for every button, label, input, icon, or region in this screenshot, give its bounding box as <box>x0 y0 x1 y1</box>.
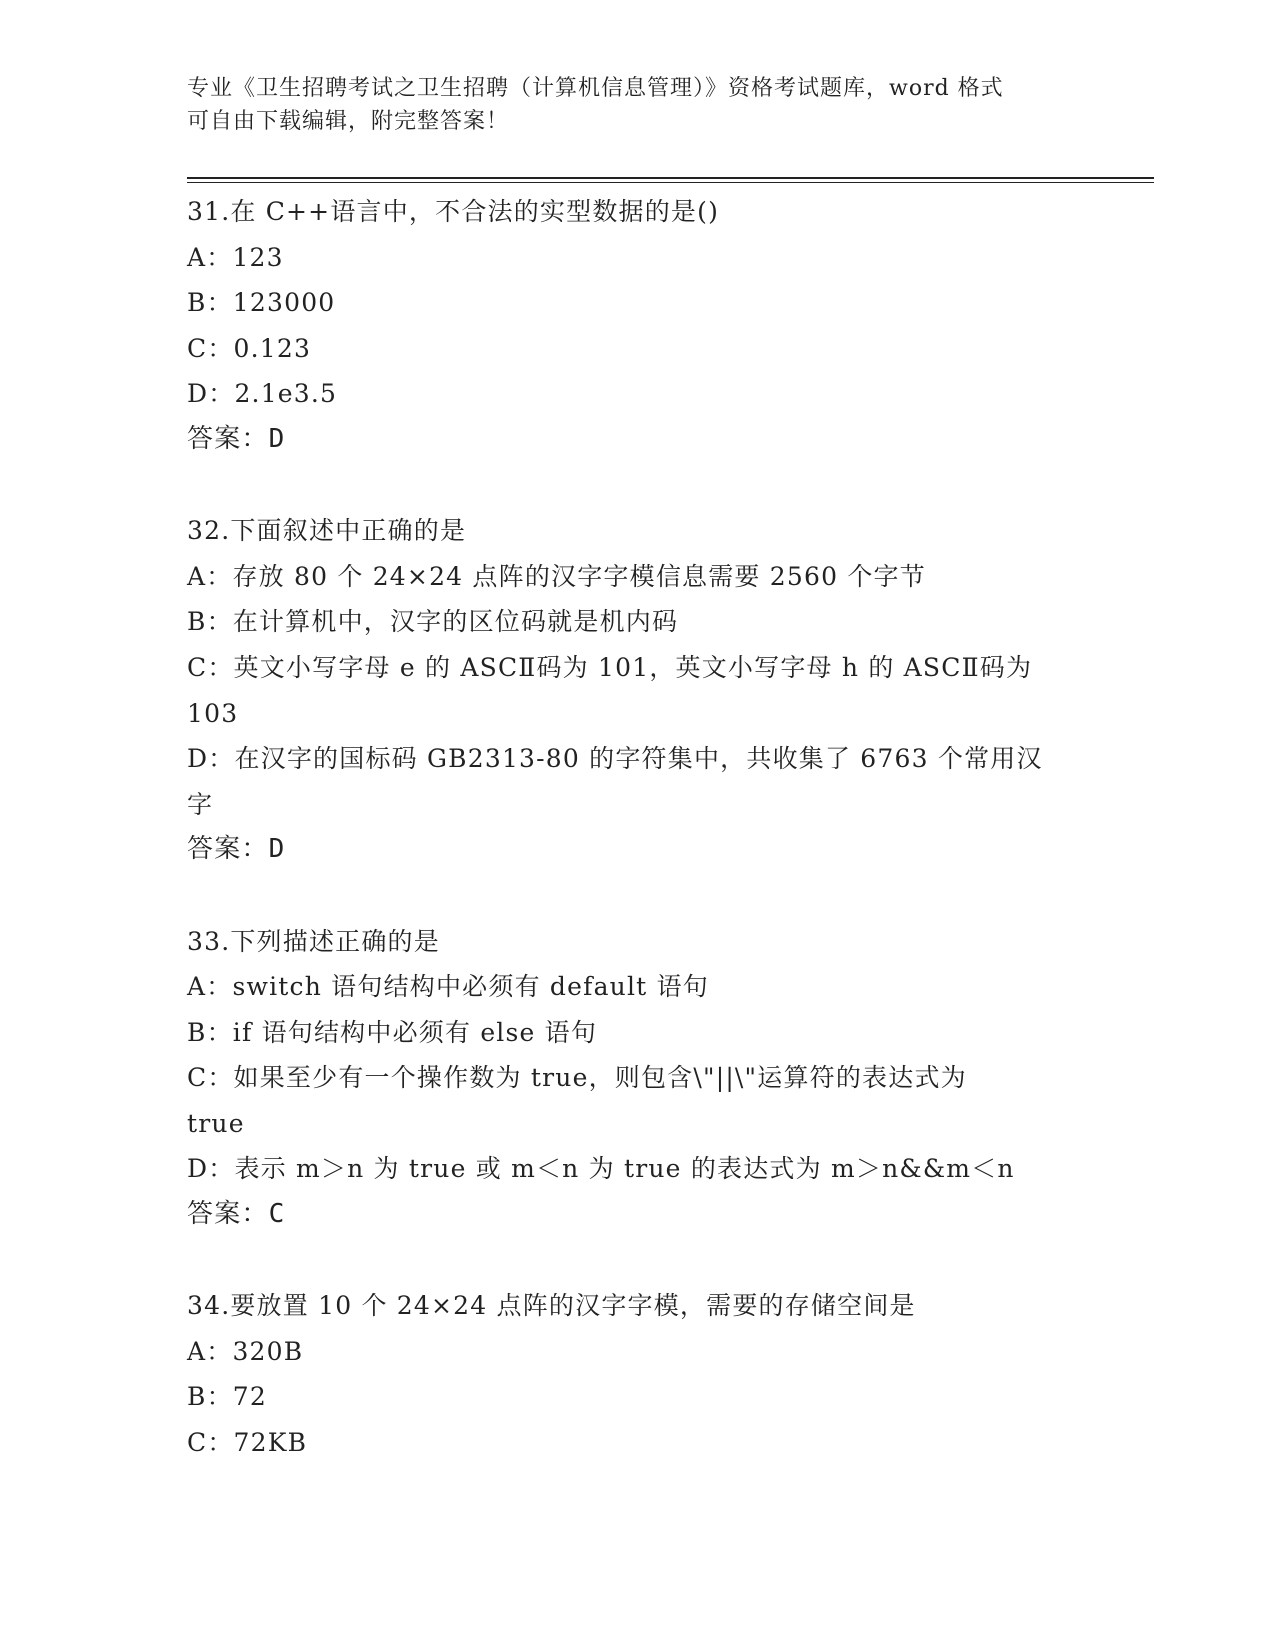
header-divider-thick <box>187 177 1154 179</box>
option-b: B：if 语句结构中必须有 else 语句 <box>187 1017 598 1047</box>
question-34 <box>187 1283 1067 1465</box>
option-d: D：在汉字的国标码 GB2313-80 的字符集中，共收集了 6763 个常用汉 <box>187 744 1043 774</box>
option-c-continued: 103 <box>187 698 239 728</box>
option-d: D：2.1e3.5 <box>187 379 338 409</box>
question-stem: 31.在 C++语言中，不合法的实型数据的是() <box>187 197 720 226</box>
option-a: A：123 <box>187 242 284 272</box>
option-c: C：0.123 <box>187 333 312 363</box>
header-line-1: 专业《卫生招聘考试之卫生招聘（计算机信息管理）》资格考试题库，word 格式 <box>187 76 1004 101</box>
option-d: D：表示 m＞n 为 true 或 m＜n 为 true 的表达式为 m＞n&&m＜n <box>187 1154 1015 1184</box>
option-b: B：72 <box>187 1382 267 1412</box>
question-list <box>187 189 1067 1466</box>
question-33 <box>187 919 1067 1238</box>
question-spacer <box>187 463 1067 509</box>
header-line-2: 可自由下载编辑，附完整答案！ <box>187 109 510 134</box>
option-a: A：320B <box>187 1336 304 1366</box>
answer-line: 答案：D <box>187 834 286 865</box>
option-c: C：英文小写字母 e 的 ASCⅡ码为 101，英文小写字母 h 的 ASCⅡ码为 <box>187 652 1033 682</box>
question-stem: 33.下列描述正确的是 <box>187 926 440 956</box>
question-spacer <box>187 873 1067 919</box>
option-a: A：switch 语句结构中必须有 default 语句 <box>187 972 709 1002</box>
document-header <box>187 72 1087 138</box>
option-c: C：72KB <box>187 1428 308 1458</box>
question-spacer <box>187 1238 1067 1284</box>
answer-line: 答案：D <box>187 423 286 454</box>
option-c-continued: true <box>187 1108 245 1138</box>
question-32 <box>187 508 1067 873</box>
option-b: B：123000 <box>187 288 336 318</box>
header-divider-thin <box>187 182 1154 183</box>
question-stem: 34.要放置 10 个 24×24 点阵的汉字字模，需要的存储空间是 <box>187 1291 916 1321</box>
option-d-continued: 字 <box>187 789 214 819</box>
option-a: A：存放 80 个 24×24 点阵的汉字字模信息需要 2560 个字节 <box>187 561 926 591</box>
option-b: B：在计算机中，汉字的区位码就是机内码 <box>187 607 679 637</box>
question-31 <box>187 189 1067 463</box>
option-c: C：如果至少有一个操作数为 true，则包含\"||\"运算符的表达式为 <box>187 1063 967 1093</box>
answer-line: 答案：C <box>187 1199 286 1230</box>
question-stem: 32.下面叙述中正确的是 <box>187 516 467 546</box>
